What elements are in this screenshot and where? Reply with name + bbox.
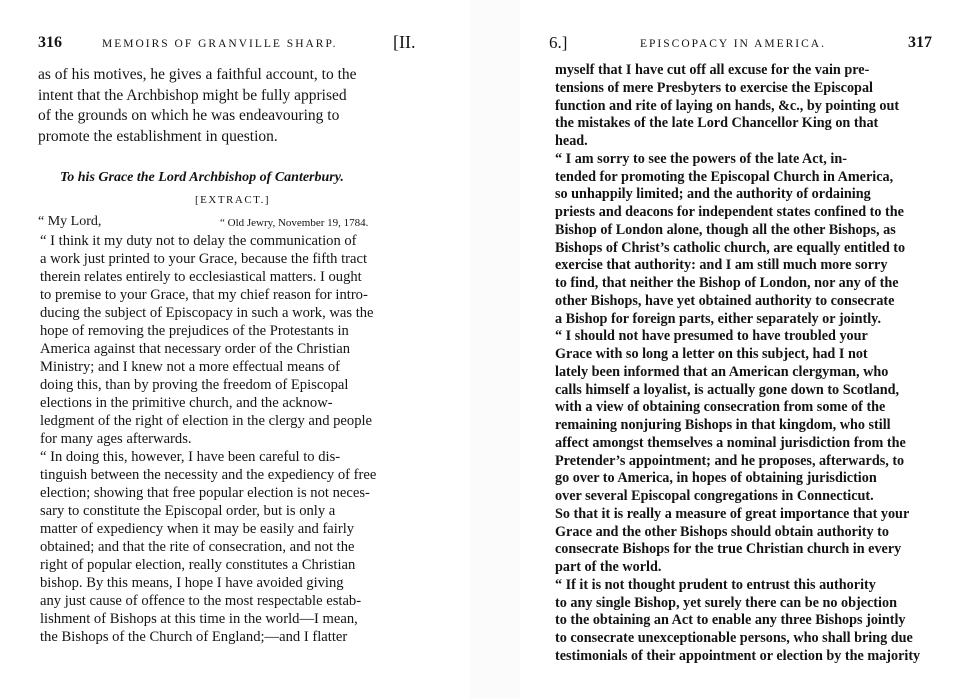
salutation: “ My Lord, [38,214,102,229]
text-line: a work just printed to your Grace, because the fifth tract [40,251,368,267]
text-line: tinguish between the necessity and the expediency of free [40,467,377,483]
text-line: ducing the subject of Episcopacy in such a work, was the [40,305,374,321]
text-line: obtained; and that the rite of consecration, and not the [40,539,355,555]
text-line: testimonials of their appointment or election by the majority [555,647,921,664]
text-line: hope of removing the prejudices of the Protestants in [40,323,349,339]
text-line: any just cause of offence to the most respectable estab- [40,593,362,609]
text-line: consecrate Bishops for the true Christian church in every [555,541,902,558]
text-line: head. [555,133,588,149]
text-line: sary to constitute the Episcopal order, but is only a [40,503,336,519]
text-line: Ministry; and I knew not a more effectual means of [40,359,341,375]
text-line: “ I think it my duty not to delay the communication of [40,233,357,249]
text-line: “ I am sorry to see the powers of the late Act, in- [555,150,847,167]
text-line: “ I should not have presumed to have troubled your [555,328,868,345]
text-line: bishop. By this means, I hope I have avoided giving [40,575,344,591]
text-line: to premise to your Grace, that my chief reason for intro- [40,287,368,303]
text-line: matter of expediency when it may be easily and fairly [40,521,355,537]
text-line: as of his motives, he gives a faithful account, to the [38,66,357,83]
text-line: affect amongst themselves a nominal jurisdiction from the [555,434,906,451]
text-line: right of popular election, really constitutes a Christian [40,557,356,573]
text-line: Pretender’s appointment; and he proposes, afterwards, to [555,452,905,469]
text-line: to consecrate unexceptionable persons, who shall bring due [555,630,913,646]
text-line: therein relates entirely to ecclesiastical matters. I ought [40,269,362,285]
text-line: for many ages afterwards. [40,431,192,447]
right-page-number: 317 [908,34,932,51]
text-line: America against that necessary order of the Christian [40,341,351,357]
text-line: priests and deacons for independent states confined to the [555,204,904,220]
text-line: to the obtaining an Act to enable any three Bishops jointly [555,612,906,629]
text-line: Grace and the other Bishops should obtain authority to [555,523,889,540]
text-line: calls himself a loyalist, is actually gone down to Scotland, [555,381,900,398]
right-running-title: EPISCOPACY IN AMERICA. [640,38,826,50]
text-line: ledgment of the right of election in the clergy and people [40,413,373,429]
text-line: “ If it is not thought prudent to entrust this authority [555,576,876,593]
extract-label: [EXTRACT.] [195,194,270,206]
text-line: remaining nonjuring Bishops in that kingdom, who still [555,417,891,433]
left-running-title: MEMOIRS OF GRANVILLE SHARP. [102,38,338,50]
text-line: election; showing that free popular election is not neces- [40,485,370,501]
text-line: of the grounds on which he was endeavouring to [38,107,340,125]
text-line: exercise that authority: and I am still much more sorry [555,257,888,274]
right-page [520,0,980,699]
page-gutter [470,0,520,699]
left-page-number: 316 [38,34,62,51]
text-line: function and rite of laying on hands, &c., by pointing out [555,97,900,114]
text-line: tensions of mere Presbyters to exercise the Episcopal [555,79,873,96]
text-line: “ In doing this, however, I have been careful to dis- [40,449,341,465]
text-line: the Bishops of the Church of England;—and I flatter [40,629,348,645]
text-line: the mistakes of the late Lord Chancellor King on that [555,115,879,132]
left-chapter-mark: [II. [393,32,416,52]
text-line: Grace with so long a letter on this subject, had I not [555,346,868,362]
text-line: lately been informed that an American clergyman, who [555,363,889,380]
dateline: “ Old Jewry, November 19, 1784. [220,217,369,229]
text-line: Bishop of London alone, though all the other Bishops, as [555,221,896,238]
text-line: lishment of Bishops at this time in the world—I mean, [40,611,358,627]
text-line: doing this, than by proving the freedom of Episcopal [40,377,349,393]
text-line: promote the establishment in question. [38,127,278,145]
text-line: to find, that neither the Bishop of London, nor any of the [555,275,899,291]
text-line: So that it is really a measure of great importance that your [555,505,910,522]
text-line: to any single Bishop, yet surely there can be no objection [555,594,897,611]
text-line: with a view of obtaining consecration from some of the [555,399,886,416]
text-line: elections in the primitive church, and the acknow- [40,395,333,411]
text-line: go over to America, in hopes of obtaining jurisdiction [555,470,877,487]
text-line: over several Episcopal congregations in Connecticut. [555,488,874,504]
text-line: Bishops of Christ’s catholic church, are equally entitled to [555,239,906,256]
text-line: part of the world. [555,559,662,575]
letter-title: To his Grace the Lord Archbishop of Canterbury. [60,170,344,185]
right-chapter-mark: 6.] [549,33,568,52]
text-line: a Bishop for foreign parts, either separately or jointly. [555,310,882,327]
text-line: tended for promoting the Episcopal Church in America, [555,168,894,185]
text-line: intent that the Archbishop might be fully apprised [38,86,347,104]
text-line: so unhappily limited; and the authority of ordaining [555,186,871,203]
left-page [0,0,470,699]
text-line: other Bishops, have yet obtained authority to consecrate [555,292,895,309]
text-line: myself that I have cut off all excuse for the vain pre- [555,62,870,78]
